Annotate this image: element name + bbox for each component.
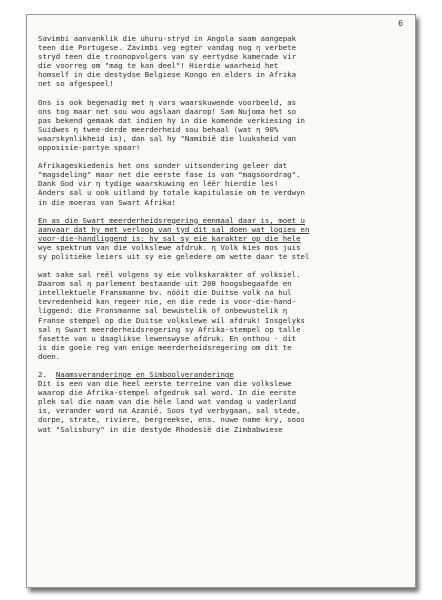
text-line: Ons is ook begenadig met η vars waarskuwende voorbeeld, as — [38, 97, 297, 107]
text-line: is die goeie reg van enige meerderheidsregering om dit te — [38, 342, 292, 352]
text-line: die voorreg om "mag te kan deel"! Hierdie waarheid het — [38, 61, 279, 71]
section-heading-title: Naamsveranderinge en Simboolveranderinge — [55, 370, 234, 379]
text-line: liggend: die Fransmanne sal bewustelik of onbewustelik η — [38, 306, 288, 316]
page-number: 6 — [398, 19, 403, 28]
section-heading-number: 2. — [38, 370, 47, 379]
section-heading — [38, 370, 410, 379]
text-line: fasette van u daaglikse lewenswyse afdruk. En onthou - dit — [38, 333, 297, 343]
text-line: Dank God vir η tydige waarskuwing en léër hierdie les! — [38, 179, 279, 189]
text-line: in die moeras van Swart Afrika! — [38, 197, 176, 207]
text-line: dorpe, strate, riviere, bergreekse, ens. nuwe name kry, soos — [38, 415, 305, 425]
underlined-text-line: aanvaar dat hy met verloop van tyd dit sal doen wat logies en — [38, 224, 310, 234]
text-line: intellektuele Fransmanne bv. nóóit die Duitse volk na hul — [38, 288, 292, 298]
paragraph-volkskarakter — [38, 270, 410, 361]
text-line: homself in die destydse Belgiese Kongo en elders in Afrika — [38, 70, 297, 80]
text-line: doen. — [38, 351, 61, 361]
text-line: Suidwes η twee-derde meerderheid sou behaal (wat η 90% — [38, 124, 279, 134]
paragraph-afrikageskiedenis — [38, 161, 410, 206]
text-line: sy politieke leiers uit sy eie geledere om wette daar te stel — [38, 251, 310, 261]
text-line: opposisie-partye spaar! — [38, 143, 141, 153]
text-line: wye spektrum van die volkslewe afdruk. η Volk kies mos juis — [38, 242, 301, 252]
text-line: plek sal die naam van die hële land wat vandag u vaderland — [38, 397, 297, 407]
underlined-text-line: voor-die-handliggend is: hy sal sy eie karakter op die hele — [38, 233, 301, 243]
text-line: wat sake sal reël volgens sy eie volkskarakter of volksiel. — [38, 270, 301, 280]
paragraph-savimbi — [38, 34, 410, 89]
section-naamsveranderinge — [38, 370, 410, 434]
text-line: "magsdeling" maar net die eerste fase is van "magsoordrag". — [38, 170, 301, 180]
text-line: ons tog maar net sou wou agslaan daarop! Sam Nujoma het so — [38, 106, 297, 116]
document-page — [26, 14, 416, 588]
paragraph-nujoma — [38, 98, 410, 153]
text-line: teen die Portugese. Zavimbi veg egter vandag nog η verbete — [38, 43, 297, 53]
text-line: Afrikageskiedenis het ons sonder uitsondering geleer dat — [38, 161, 288, 171]
text-line: tevredenheid kan regeer nie, en die rede is voor-die-hand- — [38, 297, 297, 307]
text-line: stryd teen die troonopvolgers van sy eertydse kamerade vir — [38, 52, 297, 62]
underlined-text-line: En as die Swart meerderheidsregering eenmaal daar is, moet u — [38, 215, 305, 225]
text-line: wat "Salisbury" in die destyde Rhodesië die Zimbabwiese — [38, 424, 283, 434]
page-body — [38, 34, 410, 443]
text-line: net so afgespeel! — [38, 79, 114, 89]
text-line: waarskynlikheid is), dan sal hy "Namibië die luuksheid van — [38, 133, 297, 143]
text-line: pas bekend gemaak dat indien hy in die komende verkiesing in — [38, 115, 305, 125]
text-line: waarop die Afrika-stempel afgedruk sal word. In die eerste — [38, 388, 297, 398]
text-line: Daarom sal η parlement bestaande uit 200 hoogsbegaafde en — [38, 279, 292, 289]
text-line: Anders sal u ook uitland by totale kapitulasie om te verdwyn — [38, 188, 305, 198]
text-line: sal η Swart meerderheidsregering sy Afrika-stempel op talle — [38, 324, 301, 334]
text-line: Franse stempel op die Duitse volkslewe wil afdruk! Insgelyks — [38, 315, 305, 325]
paragraph-meerderheidsregering — [38, 216, 410, 261]
text-line: Dit is een van die heel eerste terreine van die volkslewe — [38, 379, 292, 389]
text-line: is, verander word na Azanië. Soos tyd verbygaan, sal stede, — [38, 406, 301, 416]
text-line: Savimbi aanvanklik die uhuru-stryd in Angola saam aangepak — [38, 34, 297, 43]
